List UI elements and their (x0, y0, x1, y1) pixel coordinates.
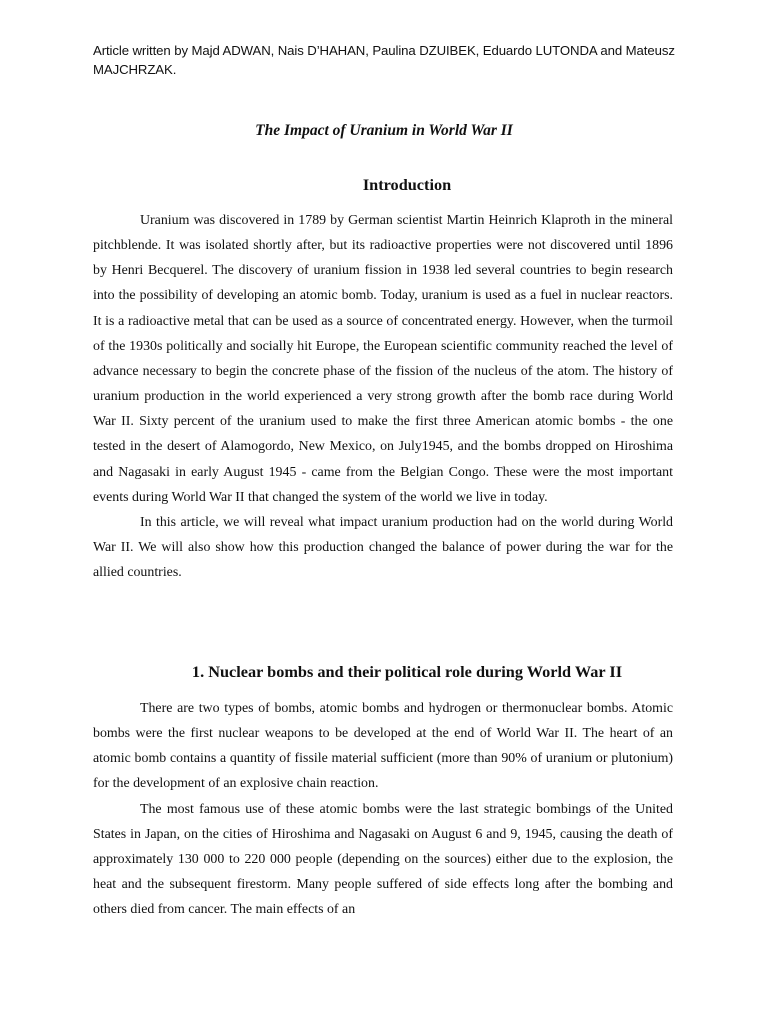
paragraph: The most famous use of these atomic bombs were the last strategic bombings of the United States in Japan, on the cities of Hiroshima and Nagasaki on August 6 and 9, 1945, causing the death of approximately 130 000 to 220 000 people (depending on the sources) either due to the explosion, the heat and the subsequent firestorm. Many people suffered of side effects long after the bombing and others died from cancer. The main effects of an (93, 801, 673, 918)
section-heading: 1. Nuclear bombs and their political role during World War II (191, 662, 623, 681)
paragraph: Uranium was discovered in 1789 by German scientist Martin Heinrich Klaproth in the mineral pitchblende. It was isolated shortly after, but its radioactive properties were not discovered until 1896 by Henri Becquerel. The discovery of uranium fission in 1938 led several countries to begin research into the possibility of developing an atomic bomb. Today, uranium is used as a fuel in nuclear reactors. It is a radioactive metal that can be used as a source of concentrated energy. However, when the turmoil of the 1930s politically and socially hit Europe, the European scientific community reached the level of advance necessary to begin the concrete phase of the fission of the nucleus of the atom. The history of uranium production in the world experienced a very strong growth after the bomb race during World War II. Sixty percent of the uranium used to make the first three American atomic bombs - the one tested in the desert of Alamogordo, New Mexico, on July1945, and the bombs dropped on Hiroshima and Nagasaki in early August 1945 - came from the Belgian Congo. These were the most important events during World War II that changed the system of the world we live in today. (93, 213, 673, 505)
introduction-heading: Introduction (362, 175, 452, 194)
paragraph: In this article, we will reveal what impact uranium production had on the world during World War II. We will also show how this production changed the balance of power during the war for the allied countries. (93, 514, 673, 581)
introduction-body (93, 208, 673, 585)
authors-line: Article written by Majd ADWAN, Nais D’HAHAN, Paulina DZUIBEK, Eduardo LUTONDA and Mateusz MAJCHRZAK. (93, 43, 675, 77)
paragraph: There are two types of bombs, atomic bombs and hydrogen or thermonuclear bombs. Atomic bombs were the first nuclear weapons to be developed at the end of World War II. The heart of an atomic bomb contains a quantity of fissile material sufficient (more than 90% of uranium or plutonium) for the development of an explosive chain reaction. (93, 701, 673, 792)
section-body (93, 696, 673, 922)
article-title: The Impact of Uranium in World War II (255, 122, 513, 139)
